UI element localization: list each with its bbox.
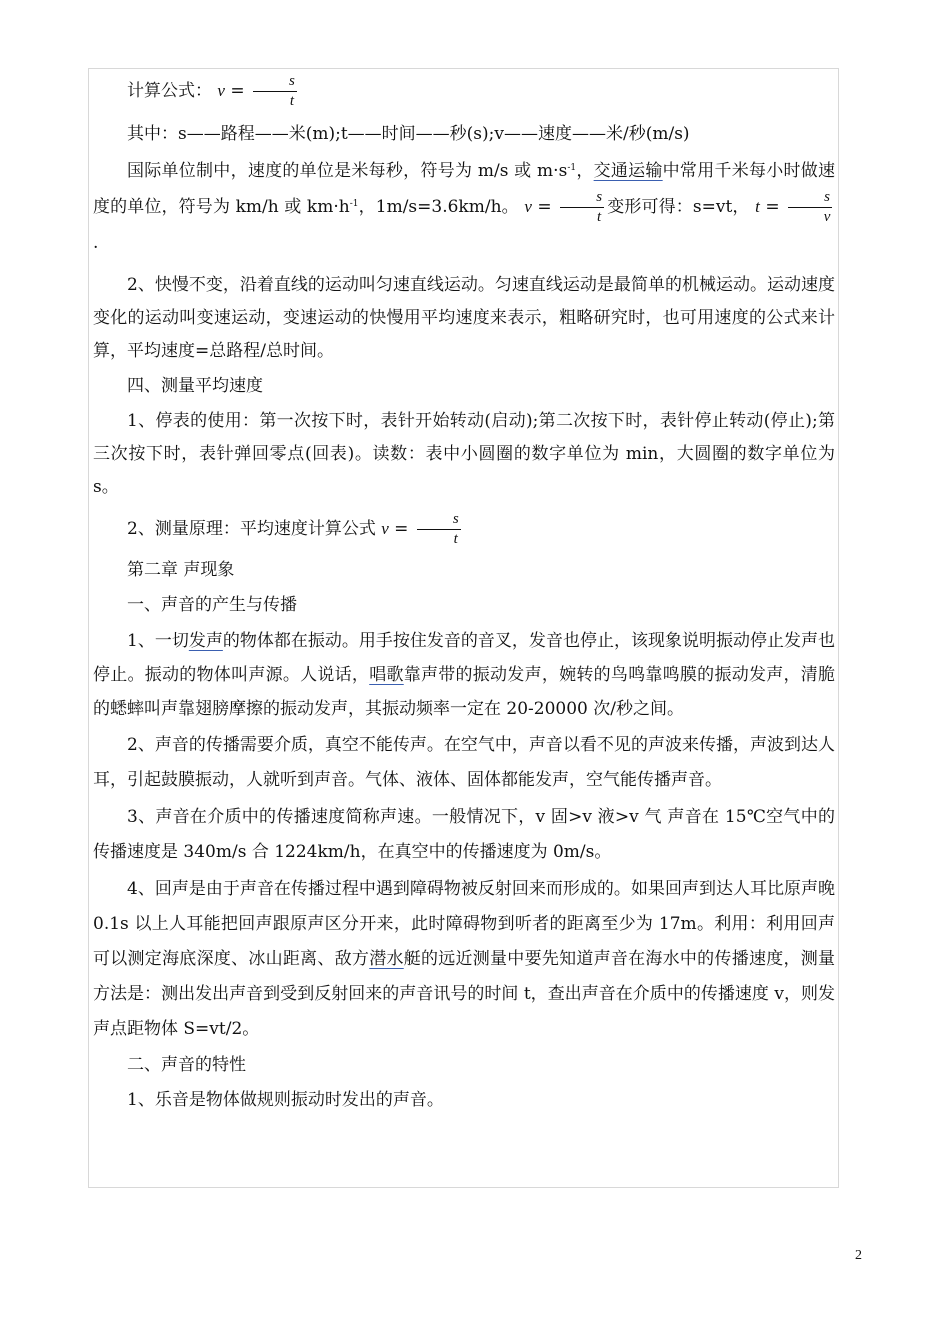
text-segment: 中常用千米每小时做速度的单位，符号为 km/h 或 km·h — [93, 161, 836, 217]
paragraph-musical-sound: 1、乐音是物体做规则振动时发出的声音。 — [127, 1090, 444, 1110]
text-segment: 的物体都在振动。用手按住发音的音叉，发音也停止，该现象说明振动停止发声也停止。振动的物体叫声源。人说话， — [93, 631, 836, 685]
paragraph-propagation: 2、声音的传播需要介质，真空不能传声。在空气中，声音以看不见的声波来传播，声波到达人耳，引起鼓膜振动，人就听到声音。气体、液体、固体都能发声，空气能传播声音。 — [93, 735, 835, 790]
text-segment: ， — [576, 161, 594, 181]
text-segment: 变形可得：s=vt， — [607, 197, 750, 217]
frac-den: t — [597, 209, 602, 225]
page-number: 2 — [855, 1248, 862, 1263]
frac-num: s — [788, 190, 832, 208]
frac-num: s — [560, 190, 604, 208]
text-segment: 2、测量原理：平均速度计算公式 — [127, 519, 376, 539]
paragraph-uniform-motion: 2、快慢不变，沿着直线的运动叫匀速直线运动。匀速直线运动是最简单的机械运动。运动速度变化的运动叫变速运动，变速运动的快慢用平均速度来表示，粗略研究时，也可用速度的公式来计算，平均速度=总路程/总时间。 — [93, 275, 835, 361]
paragraph-echo — [93, 872, 835, 1047]
formula-eq: = — [224, 81, 251, 101]
text-segment: 4、回声是由于声音在传播过程中遇到障碍物被反射回来而形成的。如果回声到达人耳比原声晚 0.1s 以上人耳能把回声跟原声区分开来，此时障碍物到听者的距离至少为 17m。利用：利用回声可以测定海底深度、冰山距离、敌方 — [93, 879, 835, 969]
formula-t: t — [755, 197, 760, 216]
frac-den: t — [453, 531, 458, 547]
frac-num: s — [417, 512, 461, 530]
text-segment: ，1m/s=3.6km/h。 — [358, 197, 519, 217]
fraction-s-over-t — [253, 74, 297, 109]
superscript: -1 — [567, 163, 577, 173]
paragraph-principle — [93, 504, 835, 554]
frac-den: v — [823, 209, 831, 225]
heading-section-2: 二、声音的特性 — [127, 1055, 246, 1075]
heading-section-1: 一、声音的产生与传播 — [127, 595, 297, 615]
formula-v: v — [381, 519, 389, 538]
formula-v: v — [217, 81, 225, 100]
paragraph-sound-source — [93, 624, 835, 726]
formula-label: 计算公式： — [127, 81, 212, 101]
text-segment: 1、一切 — [127, 631, 189, 651]
heading-chapter-2: 第二章 声现象 — [127, 560, 235, 580]
fraction-s-over-t — [560, 190, 604, 225]
formula-v: v — [524, 197, 532, 216]
formula-eq: = — [388, 519, 414, 539]
paragraph-units: 其中：s——路程——米(m);t——时间——秒(s);v——速度——米/秒(m/s) — [127, 124, 690, 144]
paragraph-stopwatch: 1、停表的使用：第一次按下时，表针开始转动(启动);第二次按下时，表针停止转动(停止);第三次按下时，表针弹回零点(回表)。读数：表中小圆圈的数字单位为 min，大圆圈的数字单位为 s。 — [93, 411, 835, 497]
fraction-s-over-v — [788, 190, 832, 225]
text-segment: 艇的远近测量中要先知道声音在海水中的传播速度，测量方法是：测出发出声音到受到反射回来的声音讯号的时间 t，查出声音在介质中的传播速度 v，则发声点距物体 S=vt/2。 — [93, 949, 836, 1039]
frac-num: s — [253, 74, 297, 92]
text-segment: 靠声带的振动发声，婉转的鸟鸣靠鸣膜的振动发声，清脆的蟋蟀叫声靠翅膀摩擦的振动发声，其振动频率一定在 20-20000 次/秒之间。 — [93, 665, 836, 719]
formula-eq: = — [759, 197, 786, 217]
text-segment: 国际单位制中，速度的单位是米每秒，符号为 m/s 或 m·s — [127, 161, 568, 181]
link-singing[interactable]: 唱歌 — [369, 665, 404, 685]
superscript: -1 — [349, 199, 359, 209]
link-submarine[interactable]: 潜水 — [369, 949, 404, 969]
frac-den: t — [289, 93, 295, 109]
fraction-s-over-t — [417, 512, 461, 547]
document-body — [93, 70, 835, 1117]
heading-measure-speed: 四、测量平均速度 — [127, 376, 263, 396]
text-segment: . — [93, 233, 99, 253]
formula-line — [93, 66, 835, 116]
formula-eq: = — [531, 197, 558, 217]
link-sound-production[interactable]: 发声 — [188, 631, 223, 651]
link-transport[interactable]: 交通运输 — [593, 161, 663, 181]
paragraph-sound-speed: 3、声音在介质中的传播速度简称声速。一般情况下，v 固>v 液>v 气 声音在 15℃空气中的传播速度是 340m/s 合 1224km/h，在真空中的传播速度为 0m/s。 — [93, 807, 835, 862]
paragraph-si-units — [93, 153, 835, 261]
